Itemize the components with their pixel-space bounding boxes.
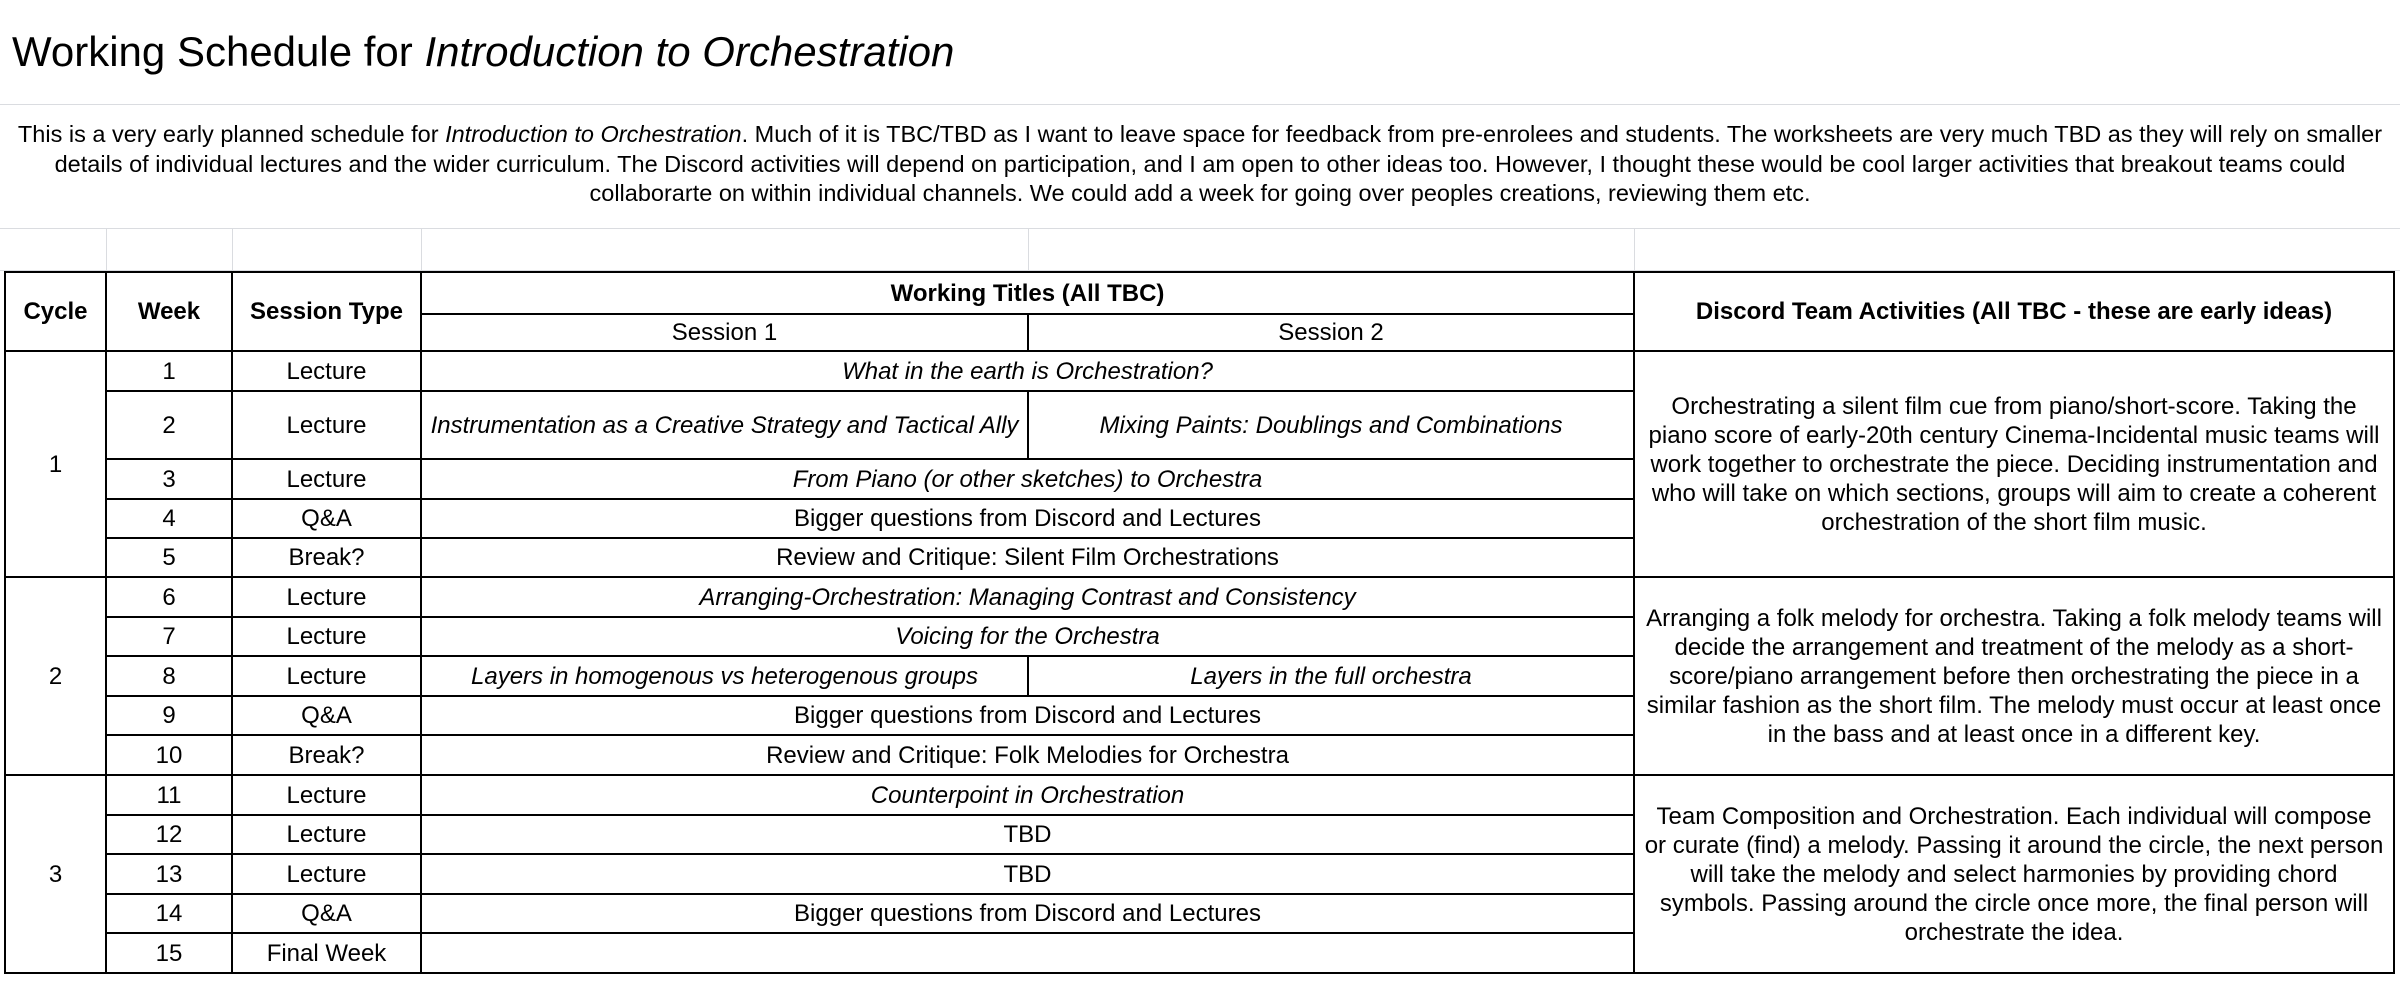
session-type-cell[interactable]: Lecture: [232, 617, 421, 656]
schedule-table: [4, 271, 2395, 974]
week-cell[interactable]: 5: [106, 538, 232, 577]
header-week[interactable]: Week: [106, 272, 232, 351]
week-cell[interactable]: 15: [106, 933, 232, 973]
discord-activity-cell[interactable]: Arranging a folk melody for orchestra. Taking a folk melody teams will decide the arrangement and treatment of the melody as a short-score/piano arrangement before then orchestrating the piece in a similar fashion as the short film. The melody must occur at least once in the bass and at least once in a different key.: [1634, 577, 2394, 775]
week-cell[interactable]: 2: [106, 391, 232, 459]
description-course: Introduction to Orchestration: [445, 121, 742, 147]
session-type-cell[interactable]: Q&A: [232, 696, 421, 735]
session-type-cell[interactable]: Lecture: [232, 815, 421, 854]
week-cell[interactable]: 11: [106, 775, 232, 815]
gridline: [421, 228, 422, 270]
title-cell[interactable]: Counterpoint in Orchestration: [421, 775, 1634, 815]
session-type-cell[interactable]: Lecture: [232, 854, 421, 894]
session-type-cell[interactable]: Lecture: [232, 459, 421, 499]
title-cell[interactable]: Arranging-Orchestration: Managing Contrast and Consistency: [421, 577, 1634, 617]
session-type-cell[interactable]: Lecture: [232, 391, 421, 459]
table-row: [5, 775, 2394, 815]
title-cell[interactable]: TBD: [421, 854, 1634, 894]
table-row: [5, 351, 2394, 391]
header-session-1[interactable]: Session 1: [421, 314, 1028, 351]
header-cycle[interactable]: Cycle: [5, 272, 106, 351]
title-cell[interactable]: Bigger questions from Discord and Lectures: [421, 499, 1634, 538]
table-row: [5, 577, 2394, 617]
gridline: [1028, 228, 1029, 270]
header-discord-activities[interactable]: Discord Team Activities (All TBC - these are early ideas): [1634, 272, 2394, 351]
week-cell[interactable]: 6: [106, 577, 232, 617]
title-cell[interactable]: Voicing for the Orchestra: [421, 617, 1634, 656]
title-cell[interactable]: From Piano (or other sketches) to Orchestra: [421, 459, 1634, 499]
session-type-cell[interactable]: Q&A: [232, 499, 421, 538]
week-cell[interactable]: 1: [106, 351, 232, 391]
week-cell[interactable]: 3: [106, 459, 232, 499]
session-type-cell[interactable]: Break?: [232, 538, 421, 577]
title-course: Introduction to Orchestration: [424, 28, 955, 75]
session-type-cell[interactable]: Q&A: [232, 894, 421, 933]
week-cell[interactable]: 14: [106, 894, 232, 933]
week-cell[interactable]: 12: [106, 815, 232, 854]
page-title[interactable]: [12, 26, 954, 78]
cycle-cell[interactable]: 2: [5, 577, 106, 775]
title-prefix: Working Schedule for: [12, 28, 425, 75]
header-session-2[interactable]: Session 2: [1028, 314, 1634, 351]
session-1-title-cell[interactable]: Layers in homogenous vs heterogenous groups: [421, 656, 1028, 696]
week-cell[interactable]: 8: [106, 656, 232, 696]
discord-activity-cell[interactable]: Team Composition and Orchestration. Each individual will compose or curate (find) a melody. Passing it around the circle, the next person will take the melody and select harmonies by providing chord symbols. Passing around the circle once more, the final person will orchestrate the idea.: [1634, 775, 2394, 973]
gridline: [0, 228, 2400, 229]
session-type-cell[interactable]: Lecture: [232, 351, 421, 391]
title-cell[interactable]: Bigger questions from Discord and Lectures: [421, 696, 1634, 735]
week-cell[interactable]: 4: [106, 499, 232, 538]
session-2-title-cell[interactable]: Mixing Paints: Doublings and Combinations: [1028, 391, 1634, 459]
title-cell[interactable]: Review and Critique: Silent Film Orchestrations: [421, 538, 1634, 577]
description-part2: . Much of it is TBC/TBD as I want to leave space for feedback from pre-enrolees and students. The worksheets are very much TBD as they will rely on smaller details of individual lectures and the wider curriculum. The Discord activities will depend on participation, and I am open to other ideas too. However, I thought these would be cool larger activities that breakout teams could collaborarte on within individual channels. We could add a week for going over peoples creations, reviewing them etc.: [54, 121, 2383, 207]
session-type-cell[interactable]: Lecture: [232, 656, 421, 696]
session-type-cell[interactable]: Break?: [232, 735, 421, 775]
title-cell[interactable]: Review and Critique: Folk Melodies for Orchestra: [421, 735, 1634, 775]
title-row: [0, 0, 2400, 104]
title-cell[interactable]: What in the earth is Orchestration?: [421, 351, 1634, 391]
gridline: [1634, 228, 1635, 270]
header-working-titles[interactable]: Working Titles (All TBC): [421, 272, 1634, 314]
session-type-cell[interactable]: Lecture: [232, 577, 421, 617]
cycle-cell[interactable]: 3: [5, 775, 106, 973]
session-1-title-cell[interactable]: Instrumentation as a Creative Strategy and Tactical Ally: [421, 391, 1028, 459]
week-cell[interactable]: 13: [106, 854, 232, 894]
title-cell[interactable]: TBD: [421, 815, 1634, 854]
description-part1: This is a very early planned schedule for: [17, 121, 446, 147]
discord-activity-cell[interactable]: Orchestrating a silent film cue from piano/short-score. Taking the piano score of early-20th century Cinema-Incidental music teams will work together to orchestrate the piece. Deciding instrumentation and who will take on which sections, groups will aim to create a coherent orchestration of the short film music.: [1634, 351, 2394, 577]
session-type-cell[interactable]: Lecture: [232, 775, 421, 815]
session-type-cell[interactable]: Final Week: [232, 933, 421, 973]
cycle-cell[interactable]: 1: [5, 351, 106, 577]
session-2-title-cell[interactable]: Layers in the full orchestra: [1028, 656, 1634, 696]
gridline: [232, 228, 233, 270]
gridline: [0, 104, 2400, 105]
title-cell[interactable]: Bigger questions from Discord and Lectures: [421, 894, 1634, 933]
description-cell[interactable]: [0, 120, 2400, 209]
header-row: [5, 272, 2394, 314]
week-cell[interactable]: 10: [106, 735, 232, 775]
title-cell[interactable]: [421, 933, 1634, 973]
header-session-type[interactable]: Session Type: [232, 272, 421, 351]
week-cell[interactable]: 9: [106, 696, 232, 735]
gridline: [106, 228, 107, 270]
week-cell[interactable]: 7: [106, 617, 232, 656]
